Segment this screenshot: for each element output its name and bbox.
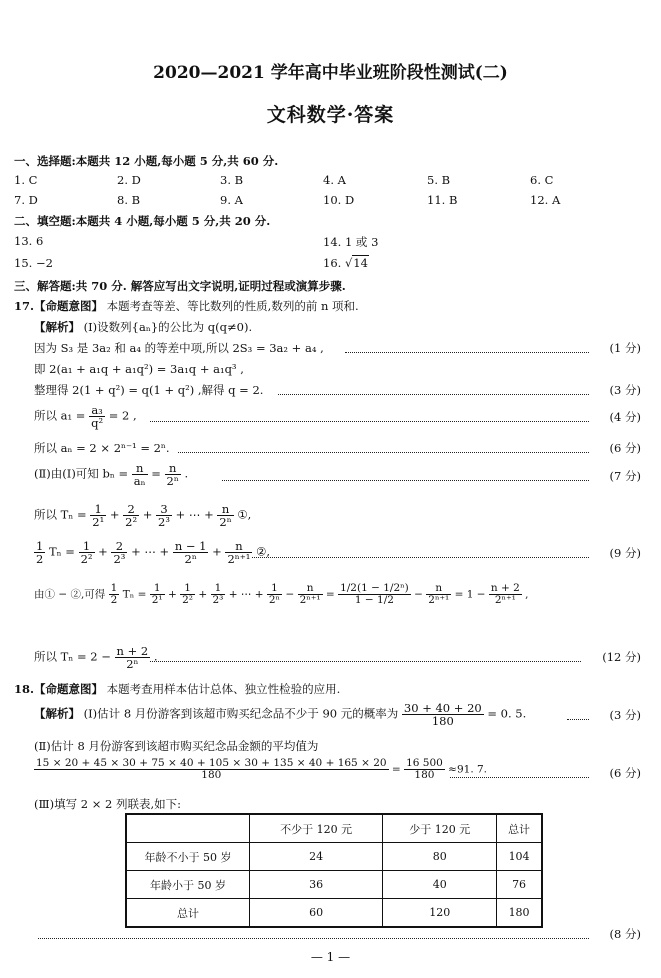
q17-l9: [34, 540, 270, 565]
q17-l5-prefix: 所以 a₁ =: [34, 408, 86, 423]
numerator: n + 2: [116, 644, 149, 658]
denominator: q²: [91, 416, 104, 431]
q17-score-5: (7 分): [609, 469, 641, 483]
section2-heading: 二、填空题:本题共 4 小题,每小题 5 分,共 20 分.: [14, 214, 271, 228]
q17-l10-prefix: 由① − ②,可得: [34, 588, 106, 601]
plus: +: [142, 507, 153, 522]
denominator: 2²: [125, 515, 138, 530]
equals: =: [391, 763, 401, 776]
q17-l7-prefix: (Ⅱ)由(Ⅰ)可知 bₙ =: [34, 466, 129, 481]
q17-l5-suffix: = 2 ,: [108, 408, 137, 423]
contingency-table: [125, 813, 543, 928]
fraction: [111, 540, 127, 565]
answer-11: 11. B: [427, 193, 458, 207]
t-n: Tₙ =: [48, 544, 75, 559]
numerator: a₃: [89, 404, 105, 417]
plus: +: [109, 507, 120, 522]
q17-intent-label: 17.【命题意图】: [14, 299, 104, 313]
denominator: 2²: [80, 552, 93, 567]
ellipsis: + ⋯ +: [131, 544, 170, 559]
q17-l11-prefix: 所以 Tₙ = 2 −: [34, 649, 111, 664]
q17-l7: [34, 462, 188, 487]
q17-intent: [14, 298, 359, 314]
numerator: n − 1: [174, 539, 207, 553]
plus: +: [212, 544, 222, 559]
leader-dots: [345, 352, 589, 353]
page-title: 2020—2021 学年高中毕业班阶段性测试(二): [153, 63, 508, 83]
fraction: [79, 540, 95, 565]
q17-l8-suffix: ①,: [237, 507, 252, 522]
fraction: [180, 583, 195, 606]
q18-score-2: (6 分): [609, 766, 641, 780]
fraction: [89, 404, 105, 429]
minus: −: [414, 588, 423, 601]
fraction: [34, 758, 389, 781]
answer-9: 9. A: [220, 193, 243, 207]
denominator: 2ⁿ: [184, 552, 197, 567]
fraction: [426, 583, 451, 606]
q17-analysis-line1: [34, 319, 252, 335]
leader-dots: [150, 421, 589, 422]
numerator: n: [298, 583, 323, 595]
answer-3: 3. B: [220, 173, 244, 187]
q17-score-2: (3 分): [609, 383, 641, 397]
denominator: 2ⁿ⁺¹: [227, 552, 251, 567]
q18-l3: [34, 758, 487, 781]
table-cell: 40: [383, 871, 497, 899]
q18-score-1: (3 分): [609, 708, 641, 722]
fraction: [115, 645, 151, 670]
numerator: 1: [267, 583, 282, 595]
q18-intent: [14, 681, 340, 697]
leader-dots: [150, 661, 581, 662]
fraction: [132, 462, 148, 487]
denominator: 2¹: [92, 515, 105, 530]
fraction: [338, 583, 411, 606]
answer-10: 10. D: [323, 193, 355, 207]
table-cell: 年龄小于 50 岁: [126, 871, 250, 899]
fraction: [225, 540, 252, 565]
table-header-cell: 总计: [497, 814, 542, 843]
denominator: 180: [201, 769, 222, 782]
answer-16: [323, 256, 369, 270]
numerator: 15 × 20 + 45 × 30 + 75 × 40 + 105 × 30 + 135 × 40 + 165 × 20: [36, 757, 387, 769]
q18-l1-prefix: (Ⅰ)估计 8 月份游客到该超市购买纪念品不少于 90 元的概率为: [83, 706, 399, 721]
minus: −: [285, 588, 295, 601]
q17-l11-suffix: .: [153, 649, 158, 664]
ellipsis: + ⋯ +: [175, 507, 214, 522]
q17-l3: 即 2(a₁ + a₁q + a₁q²) = 3a₁q + a₁q³ ,: [34, 362, 244, 376]
leader-dots: [178, 452, 589, 453]
fraction: [404, 758, 445, 781]
q17-l8: [34, 503, 251, 528]
sqrt-icon: √: [344, 256, 353, 270]
q18-l3-suffix: ≈91. 7.: [448, 763, 488, 776]
denominator: 2ⁿ: [268, 594, 281, 607]
q17-l4: 整理得 2(1 + q²) = q(1 + q²) ,解得 q = 2.: [34, 383, 264, 397]
denominator: 2²: [182, 594, 193, 607]
table-header-row: [126, 814, 542, 843]
denominator: 2ⁿ⁺¹: [494, 594, 516, 607]
denominator: 2³: [158, 515, 170, 530]
q18-l1-suffix: = 0. 5.: [487, 706, 527, 721]
denominator: 2: [36, 552, 44, 567]
q17-analysis-label: 【解析】: [34, 320, 80, 334]
answer-6: 6. C: [530, 173, 554, 187]
numerator: 30 + 40 + 20: [403, 701, 482, 715]
q17-intent-text: 本题考查等差、等比数列的性质,数列的前 n 项和.: [106, 299, 359, 313]
denominator: 2¹: [151, 594, 163, 607]
table-cell: 80: [383, 843, 497, 871]
section3-heading: 三、解答题:共 70 分. 解答应写出文字说明,证明过程或演算步骤.: [14, 279, 346, 293]
q17-l7-suffix: .: [184, 466, 189, 481]
q18-l1: [34, 702, 526, 727]
fraction: [298, 583, 323, 606]
denominator: 180: [431, 714, 454, 729]
answer-12: 12. A: [530, 193, 561, 207]
denominator: 2ⁿ⁺¹: [428, 594, 450, 607]
numerator: n: [217, 503, 233, 516]
equals: = 1 −: [454, 588, 486, 601]
leader-dots: [567, 719, 589, 720]
table-cell: 120: [383, 899, 497, 928]
q17-l6: 所以 aₙ = 2 × 2ⁿ⁻¹ = 2ⁿ.: [34, 441, 170, 455]
fraction: [34, 540, 45, 565]
denominator: 2ⁿ: [126, 657, 139, 672]
table-cell: 36: [250, 871, 383, 899]
fraction: [90, 503, 106, 528]
q18-intent-label: 18.【命题意图】: [14, 682, 104, 696]
q17-l8-prefix: 所以 Tₙ =: [34, 507, 87, 522]
table-cell: 180: [497, 899, 542, 928]
answer-2: 2. D: [117, 173, 141, 187]
table-header-cell: 不少于 120 元: [250, 814, 383, 843]
table-row: [126, 871, 542, 899]
fraction: [123, 503, 139, 528]
fraction: [489, 583, 522, 606]
numerator: 1: [79, 540, 95, 553]
q17-l11: [34, 645, 158, 670]
q18-score-3: (8 分): [609, 927, 641, 941]
numerator: 2: [111, 540, 127, 553]
q17-l2: 因为 S₃ 是 3a₂ 和 a₄ 的等差中项,所以 2S₃ = 3a₂ + a₄ ,: [34, 341, 324, 355]
answer-16-prefix: 16.: [323, 256, 342, 270]
leader-dots: [38, 938, 589, 939]
t-n: Tₙ =: [122, 588, 147, 601]
plus: +: [198, 588, 208, 601]
numerator: 1: [150, 583, 165, 595]
q17-l1: (Ⅰ)设数列{aₙ}的公比为 q(q≠0).: [83, 320, 253, 334]
denominator: 2ⁿ⁺¹: [299, 594, 321, 607]
q17-l9-suffix: ②,: [256, 544, 271, 559]
answer-8: 8. B: [117, 193, 141, 207]
numerator: 1/2(1 − 1/2ⁿ): [340, 582, 409, 594]
denominator: 2³: [113, 552, 126, 567]
q17-l10: [34, 583, 529, 606]
denominator: 2³: [212, 594, 224, 607]
table-cell: 60: [250, 899, 383, 928]
q18-l4: (Ⅲ)填写 2 × 2 列联表,如下:: [34, 797, 181, 811]
table-cell: 104: [497, 843, 542, 871]
leader-dots: [278, 394, 589, 395]
plus: +: [167, 588, 177, 601]
table-cell: 24: [250, 843, 383, 871]
fraction: [402, 702, 484, 727]
numerator: n: [132, 462, 148, 475]
q17-l5: [34, 404, 137, 429]
answer-1: 1. C: [14, 173, 38, 187]
q17-score-7: (12 分): [602, 650, 641, 664]
fraction: [217, 503, 233, 528]
page-subtitle: 文科数学·答案: [266, 104, 395, 126]
table-cell: 年龄不小于 50 岁: [126, 843, 250, 871]
equals: =: [151, 466, 161, 481]
denominator: 2ⁿ: [166, 474, 179, 489]
numerator: 3: [156, 503, 172, 516]
page-number: — 1 —: [310, 950, 351, 964]
denominator: 2: [110, 594, 118, 607]
leader-dots: [252, 557, 589, 558]
q17-score-1: (1 分): [609, 341, 641, 355]
fraction: [267, 583, 282, 606]
answer-5: 5. B: [427, 173, 451, 187]
fraction: [173, 540, 209, 565]
table-row: [126, 899, 542, 928]
answer-16-radicand: 14: [353, 256, 368, 270]
numerator: n + 2: [490, 582, 520, 594]
fraction: [165, 462, 181, 487]
numerator: 1: [36, 539, 44, 553]
denominator: 2ⁿ: [219, 515, 232, 530]
denominator: 180: [414, 769, 435, 782]
table-cell: 76: [497, 871, 542, 899]
table-row: [126, 843, 542, 871]
denominator: 1 − 1/2: [354, 594, 394, 607]
numerator: 2: [123, 503, 139, 516]
denominator: aₙ: [133, 474, 146, 489]
ellipsis: + ⋯ +: [228, 588, 264, 601]
fraction: [150, 583, 165, 606]
q18-l2: (Ⅱ)估计 8 月份游客到该超市购买纪念品金额的平均值为: [34, 739, 319, 753]
numerator: n: [165, 462, 181, 475]
answer-13: 13. 6: [14, 234, 44, 248]
numerator: 16 500: [406, 757, 443, 769]
fraction: [156, 503, 172, 528]
table-header-cell: 少于 120 元: [383, 814, 497, 843]
answer-14: 14. 1 或 3: [323, 235, 379, 249]
q17-score-3: (4 分): [609, 410, 641, 424]
numerator: n: [225, 540, 252, 553]
q17-score-4: (6 分): [609, 441, 641, 455]
numerator: 1: [211, 583, 226, 595]
answer-7: 7. D: [14, 193, 38, 207]
fraction: [211, 583, 226, 606]
leader-dots: [450, 777, 589, 778]
q18-analysis-label: 【解析】: [34, 706, 80, 721]
section1-heading: 一、选择题:本题共 12 小题,每小题 5 分,共 60 分.: [14, 154, 279, 168]
q18-intent-text: 本题考查用样本估计总体、独立性检验的应用.: [106, 682, 341, 696]
q17-score-6: (9 分): [609, 546, 641, 560]
numerator: 1: [90, 503, 106, 516]
table-header-cell: [126, 814, 250, 843]
table-cell: 总计: [126, 899, 250, 928]
answer-15: 15. −2: [14, 256, 53, 270]
plus: +: [98, 544, 108, 559]
q17-l10-suffix: ,: [525, 588, 529, 601]
numerator: 1: [110, 582, 118, 594]
leader-dots: [222, 480, 589, 481]
numerator: 1: [180, 583, 195, 595]
equals: =: [325, 588, 335, 601]
fraction: [109, 583, 120, 606]
answer-4: 4. A: [323, 173, 346, 187]
numerator: n: [426, 583, 451, 595]
